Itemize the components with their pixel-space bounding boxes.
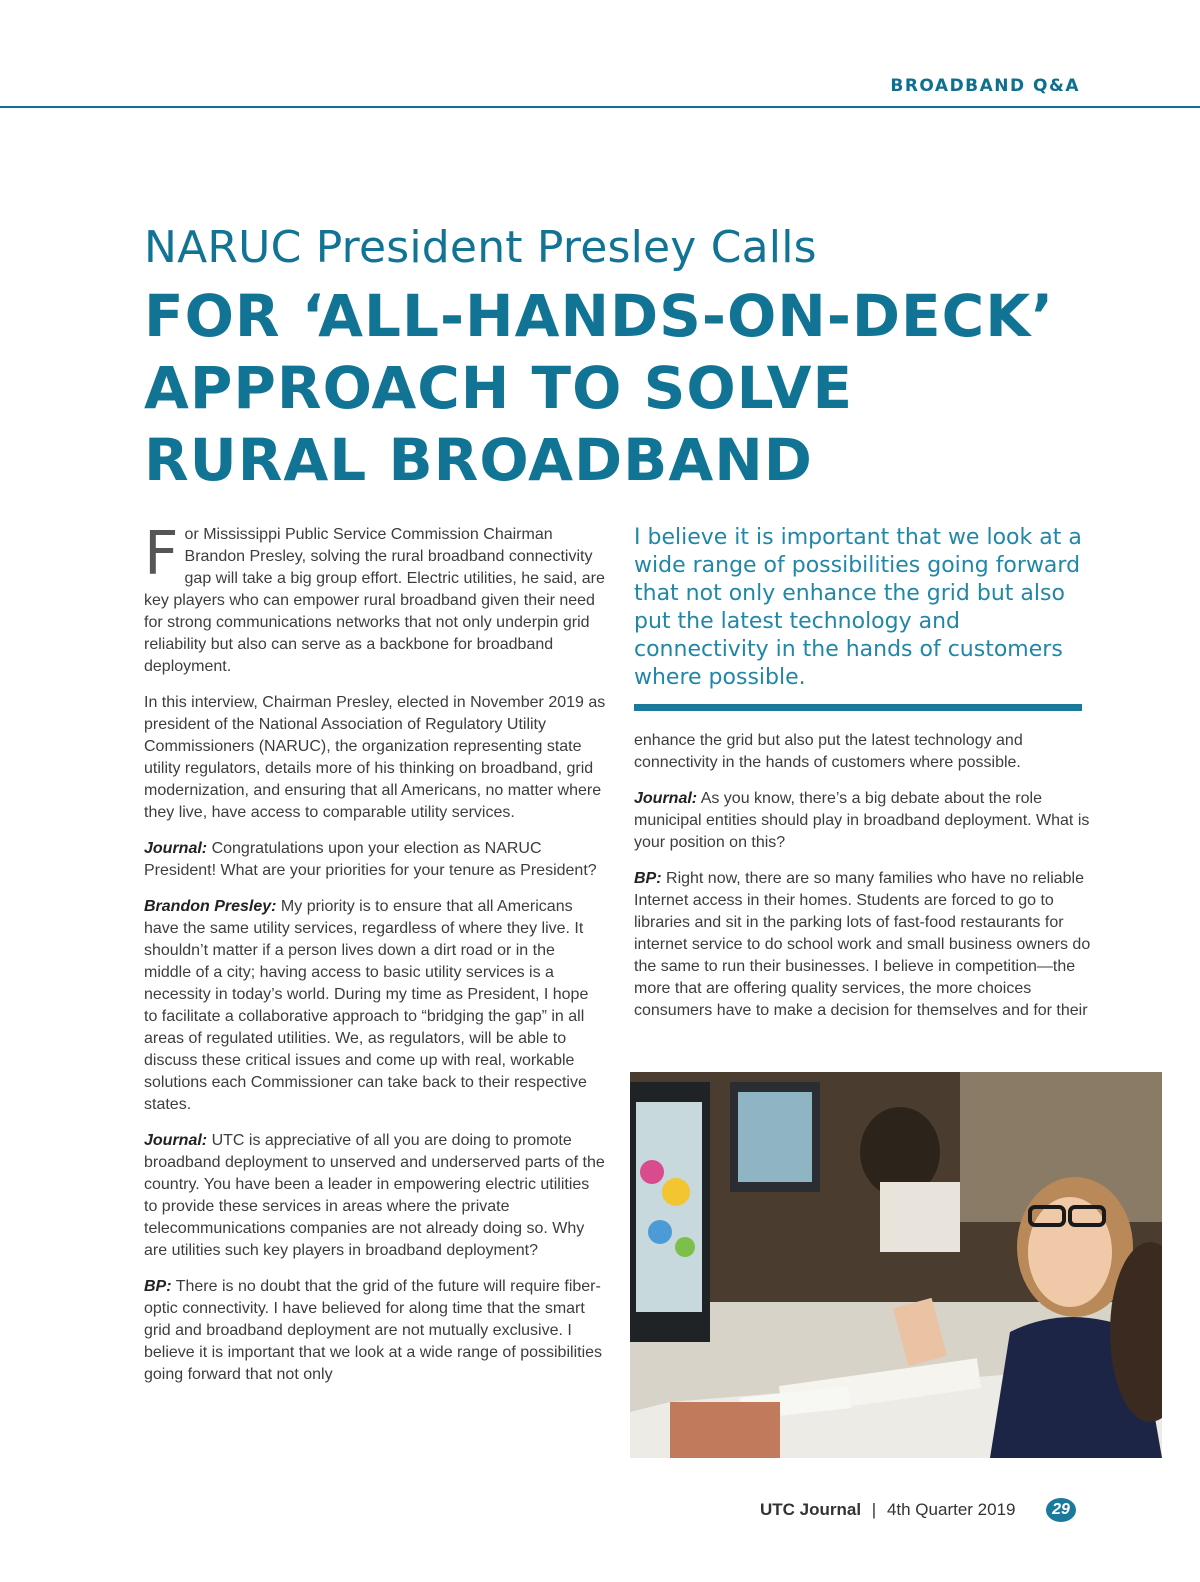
- page-number-badge: 29: [1046, 1498, 1076, 1522]
- article-column-left: [144, 519, 606, 1400]
- article-column-right: [634, 730, 1092, 1036]
- headline-line: FOR ‘ALL-HANDS-ON-DECK’: [144, 282, 1055, 350]
- speaker-label: Journal:: [634, 790, 698, 807]
- page-footer: [760, 1500, 1015, 1520]
- answer-paragraph: BP: There is no doubt that the grid of the future will require fiber-optic connectivity. I have believed for along time that the smart grid and broadband deployment are not mutually exclusive. I believe it is important that we look at a wide range of possibilities going forward that not only: [144, 1278, 603, 1383]
- pull-quote-rule: [634, 704, 1082, 711]
- intro-paragraph: For Mississippi Public Service Commission Chairman Brandon Presley, solving the rural broadband connectivity gap will take a big group effort. Electric utilities, he said, are key players who can empower rural broadband given their need for strong communications networks that not only underpin grid reliability but also can serve as a backbone for broadband deployment.: [144, 519, 605, 675]
- speaker-label: Journal:: [144, 1132, 208, 1149]
- headline-line: RURAL BROADBAND: [144, 426, 813, 494]
- answer-continuation: enhance the grid but also put the latest technology and connectivity in the hands of customers where possible.: [634, 732, 1023, 771]
- speaker-label: Brandon Presley:: [144, 898, 277, 915]
- drop-cap: F: [144, 519, 179, 589]
- issue-date: 4th Quarter 2019: [886, 1500, 1016, 1519]
- headline-line: APPROACH TO SOLVE: [144, 354, 854, 422]
- speaker-label: Journal:: [144, 840, 208, 857]
- pull-quote: I believe it is important that we look at a wide range of possibilities going forward that not only enhance the grid but also put the latest technology and connectivity in the hands of customers where possible.: [634, 525, 1082, 690]
- headline-lead: NARUC President Presley Calls: [144, 222, 817, 273]
- context-paragraph: In this interview, Chairman Presley, elected in November 2019 as president of the National Association of Regulatory Utility Commissioners (NARUC), the organization representing state utility regulators, details more of his thinking on broadband, grid modernization, and ensuring that all Americans, no matter where they live, have access to comparable utility services.: [144, 694, 606, 821]
- answer-paragraph: Brandon Presley: My priority is to ensure that all Americans have the same utility services, regardless of where they live. It shouldn’t matter if a person lives down a dirt road or in the middle of a city; having access to basic utility services is a necessity in today’s world. During my time as President, I hope to facilitate a collaborative approach to “bridging the gap” in all areas of regulated utilities. We, as regulators, will be able to discuss these critical issues and come up with real, workable solutions each Commissioner can take back to their respective states.: [144, 898, 589, 1113]
- classroom-photo-illustration: [630, 1072, 1162, 1458]
- classroom-photo: [630, 1072, 1162, 1458]
- header-rule: [0, 106, 1200, 108]
- headline-main: [144, 280, 1104, 496]
- question-paragraph: Journal: Congratulations upon your election as NARUC President! What are your priorities for your tenure as President?: [144, 840, 597, 879]
- section-label: BROADBAND Q&A: [890, 76, 1080, 96]
- speaker-label: BP:: [634, 870, 662, 887]
- answer-paragraph: BP: Right now, there are so many families who have no reliable Internet access in their homes. Students are forced to go to libraries and sit in the parking lots of fast-food restaurants for internet service to do school work and small business owners do the same to run their businesses. I believe in competition—the more that are offering quality services, the more choices consumers have to make a decision for themselves and for their: [634, 870, 1091, 1019]
- question-paragraph: Journal: UTC is appreciative of all you are doing to promote broadband deployment to unserved and underserved parts of the country. You have been a leader in empowering electric utilities to provide these services in areas where the private telecommunications companies are not already doing so. Why are utilities such key players in broadband deployment?: [144, 1132, 605, 1259]
- speaker-label: BP:: [144, 1278, 172, 1295]
- publication-name: UTC Journal: [760, 1500, 862, 1519]
- question-paragraph: Journal: As you know, there’s a big debate about the role municipal entities should play in broadband deployment. What is your position on this?: [634, 790, 1090, 851]
- footer-separator: |: [871, 1500, 877, 1519]
